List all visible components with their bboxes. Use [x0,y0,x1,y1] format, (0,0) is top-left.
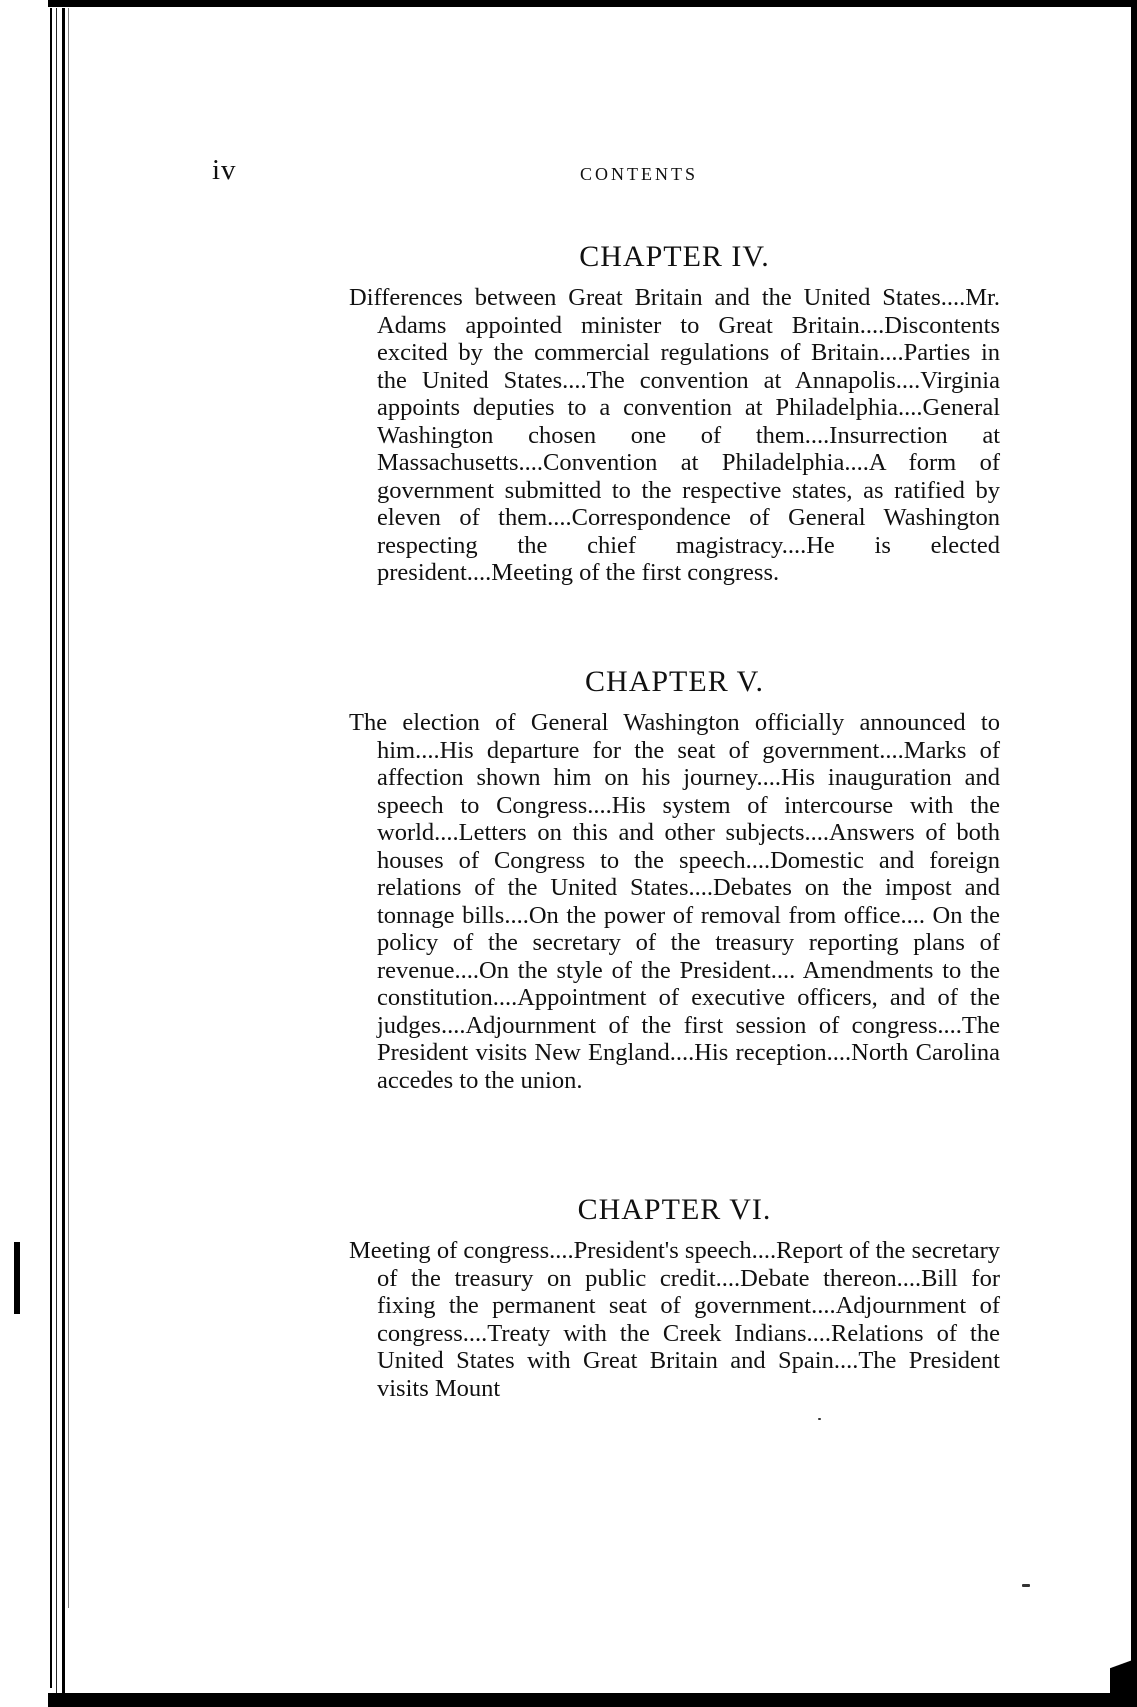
binding-mark [14,1242,20,1314]
chapter-section [349,240,1000,587]
scan-border-bottom [48,1693,1137,1707]
chapter-section [349,1193,1000,1402]
page-spine-line [56,8,57,1693]
chapter-section [349,665,1000,1094]
page-number: iv [212,154,237,186]
scan-border-top [48,0,1137,7]
page-spine-line [68,8,69,1608]
chapter-summary: The election of General Washington officially announced to him....His departure for the seat of government....Marks of affection shown him on his journey....His inauguration and speech to Congress....His system of intercourse with the world....Letters on this and other subjects....Answers of both houses of Congress to the speech....Domestic and foreign relations of the United States....Debates on the impost and tonnage bills....On the power of removal from office.... On the policy of the secretary of the treasury reporting plans of revenue....On the style of the President.... Amendments to the constitution....Appointment of executive officers, and of the judges....Adjournment of the first session of congress....The President visits New England....His reception....North Carolina accedes to the union. [349,709,1000,1094]
chapter-summary: Differences between Great Britain and the United States....Mr. Adams appointed minister to Great Britain....Discontents excited by the commercial regulations of Britain....Parties in the United States....The convention at Annapolis....Virginia appoints deputies to a convention at Philadelphia....General Washington chosen one of them....Insurrection at Massachusetts....Convention at Philadelphia....A form of government submitted to the respective states, as ratified by eleven of them....Correspondence of General Washington respecting the chief magistracy....He is elected president....Meeting of the first congress. [349,284,1000,586]
running-head: CONTENTS [580,164,698,184]
scan-speck [1022,1584,1030,1587]
scan-speck [818,1418,821,1420]
chapter-heading: CHAPTER VI. [577,1193,772,1226]
chapter-summary: Meeting of congress....President's speech....Report of the secretary of the treasury on public credit....Debate thereon....Bill for fixing the permanent seat of government....Adjournment of congress....Treaty with the Creek Indians....Relations of the United States with Great Britain and Spain....The President visits Mount [349,1237,1000,1402]
page-corner-curl [1110,1640,1132,1694]
page-spine-line [50,8,52,1688]
chapter-heading: CHAPTER V. [585,665,764,698]
scan-border-right [1131,0,1137,1707]
page-spine-line [62,8,65,1698]
chapter-heading: CHAPTER IV. [579,240,770,273]
